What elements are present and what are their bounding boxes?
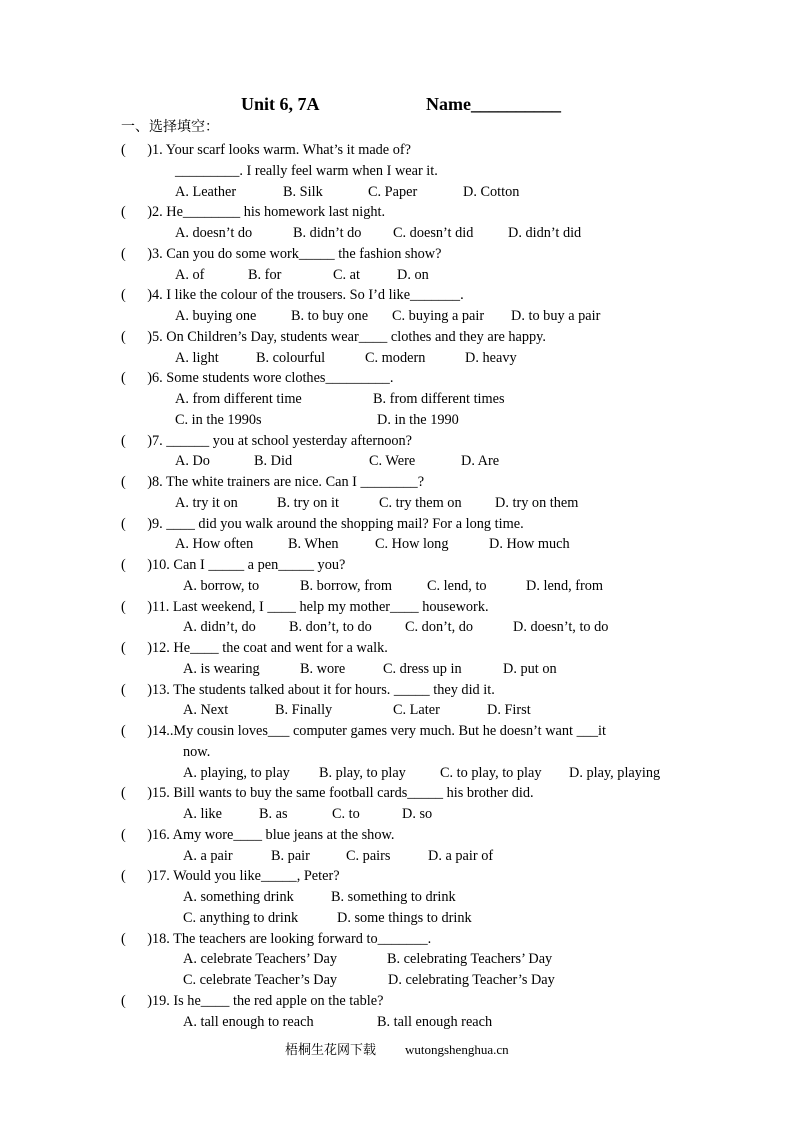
question-stem: ( )9. ____ did you walk around the shopping mail? For a long time.: [121, 516, 524, 532]
answer-option: A. something drink: [183, 889, 294, 905]
answer-option: A. celebrate Teachers’ Day: [183, 951, 338, 967]
answer-options: [0, 949, 793, 969]
answer-option: D. in the 1990: [377, 412, 459, 428]
answer-option: D. play, playing: [569, 765, 661, 781]
answer-option: D. lend, from: [526, 578, 604, 594]
answer-options: [0, 1012, 793, 1032]
question-stem: ( )6. Some students wore clothes_________.: [121, 370, 394, 386]
answer-option: A. like: [183, 806, 222, 822]
question-stem: ( )2. He________ his homework last night.: [121, 204, 386, 220]
answer-option: A. doesn’t do: [175, 225, 253, 241]
answer-options: [0, 306, 793, 326]
answer-option: A. playing, to play: [183, 765, 290, 781]
answer-option: D. doesn’t, to do: [513, 619, 609, 635]
section-title: 一、选择填空：: [121, 120, 219, 135]
answer-options: [0, 763, 793, 783]
answer-option: B. play, to play: [319, 765, 406, 781]
answer-option: C. Were: [369, 453, 416, 469]
answer-option: A. tall enough to reach: [183, 1014, 314, 1030]
answer-option: D. heavy: [465, 350, 517, 366]
answer-option: B. celebrating Teachers’ Day: [387, 951, 553, 967]
answer-option: B. something to drink: [331, 889, 456, 905]
question-stem: ( )13. The students talked about it for hours. _____ they did it.: [121, 682, 495, 698]
answer-option: D. How much: [489, 536, 570, 552]
answer-option: D. a pair of: [428, 848, 494, 864]
answer-option: D. Are: [461, 453, 500, 469]
page-title: [0, 94, 793, 118]
question-continuation: _________. I really feel warm when I wear it.: [175, 163, 438, 179]
answer-option: D. on: [397, 267, 429, 283]
answer-option: C. don’t, do: [405, 619, 474, 635]
answer-option: A. light: [175, 350, 219, 366]
answer-options: [0, 970, 793, 990]
question-stem: ( )15. Bill wants to buy the same football cards_____ his brother did.: [121, 785, 534, 801]
answer-options: [0, 659, 793, 679]
answer-option: B. to buy one: [291, 308, 369, 324]
question-stem: ( )10. Can I _____ a pen_____ you?: [121, 557, 346, 573]
answer-option: C. at: [333, 267, 361, 283]
question-stem: ( )4. I like the colour of the trousers. So I’d like_______.: [121, 287, 464, 303]
answer-options: [0, 389, 793, 409]
answer-options: [0, 534, 793, 554]
answer-options: [0, 451, 793, 471]
answer-option: B. borrow, from: [300, 578, 392, 594]
question-stem: ( )18. The teachers are looking forward to_______.: [121, 931, 432, 947]
answer-option: C. modern: [365, 350, 426, 366]
question-stem: ( )17. Would you like_____, Peter?: [121, 868, 340, 884]
answer-option: C. doesn’t did: [393, 225, 474, 241]
unit-title: Unit 6, 7A: [241, 94, 320, 114]
answer-option: B. wore: [300, 661, 346, 677]
answer-options: [0, 887, 793, 907]
answer-option: A. of: [175, 267, 205, 283]
answer-option: A. How often: [175, 536, 254, 552]
answer-option: B. Silk: [283, 184, 323, 200]
answer-option: A. borrow, to: [183, 578, 260, 594]
question-stem: ( )12. He____ the coat and went for a walk.: [121, 640, 388, 656]
answer-option: A. a pair: [183, 848, 233, 864]
answer-option: A. buying one: [175, 308, 257, 324]
name-field-label: Name__________: [426, 94, 561, 114]
answer-option: C. lend, to: [427, 578, 487, 594]
answer-option: B. don’t, to do: [289, 619, 372, 635]
answer-option: C. celebrate Teacher’s Day: [183, 972, 338, 988]
answer-option: C. How long: [375, 536, 449, 552]
answer-options: [0, 182, 793, 202]
answer-options: [0, 908, 793, 928]
answer-option: B. Did: [254, 453, 293, 469]
answer-option: C. in the 1990s: [175, 412, 262, 428]
answer-option: C. Later: [393, 702, 440, 718]
answer-option: D. try on them: [495, 495, 579, 511]
answer-option: D. so: [402, 806, 433, 822]
question-continuation: now.: [183, 744, 211, 760]
footer: [0, 1040, 793, 1060]
answer-options: [0, 223, 793, 243]
answer-option: A. Leather: [175, 184, 237, 200]
question-stem: ( )3. Can you do some work_____ the fashion show?: [121, 246, 442, 262]
answer-option: C. Paper: [368, 184, 418, 200]
answer-option: C. to play, to play: [440, 765, 542, 781]
answer-option: A. is wearing: [183, 661, 260, 677]
answer-option: C. buying a pair: [392, 308, 485, 324]
answer-option: C. anything to drink: [183, 910, 299, 926]
answer-option: C. pairs: [346, 848, 391, 864]
question-stem: ( )14..My cousin loves___ computer games very much. But he doesn’t want ___it: [121, 723, 606, 739]
answer-option: A. from different time: [175, 391, 302, 407]
answer-option: A. didn’t, do: [183, 619, 256, 635]
answer-options: [0, 493, 793, 513]
answer-option: A. Do: [175, 453, 210, 469]
question-stem: ( )8. The white trainers are nice. Can I ________?: [121, 474, 425, 490]
answer-option: D. celebrating Teacher’s Day: [388, 972, 555, 988]
answer-options: [0, 700, 793, 720]
answer-option: C. try them on: [379, 495, 462, 511]
question-stem: ( )1. Your scarf looks warm. What’s it made of?: [121, 142, 411, 158]
answer-options: [0, 576, 793, 596]
question-stem: ( )11. Last weekend, I ____ help my mother____ housework.: [121, 599, 489, 615]
answer-option: B. from different times: [373, 391, 505, 407]
answer-options: [0, 804, 793, 824]
answer-options: [0, 846, 793, 866]
answer-options: [0, 410, 793, 430]
footer-site-url: wutongshenghua.cn: [405, 1042, 509, 1057]
answer-option: A. try it on: [175, 495, 238, 511]
question-stem: ( )7. ______ you at school yesterday afternoon?: [121, 433, 413, 449]
answer-option: B. didn’t do: [293, 225, 362, 241]
answer-option: B. When: [288, 536, 339, 552]
answer-option: D. some things to drink: [337, 910, 472, 926]
answer-option: D. put on: [503, 661, 557, 677]
answer-option: B. pair: [271, 848, 310, 864]
answer-option: B. Finally: [275, 702, 333, 718]
question-stem: ( )5. On Children’s Day, students wear____ clothes and they are happy.: [121, 329, 546, 345]
answer-option: D. First: [487, 702, 531, 718]
answer-options: [0, 265, 793, 285]
answer-option: C. to: [332, 806, 360, 822]
question-stem: ( )16. Amy wore____ blue jeans at the show.: [121, 827, 395, 843]
answer-option: D. Cotton: [463, 184, 520, 200]
answer-option: D. to buy a pair: [511, 308, 601, 324]
answer-options: [0, 348, 793, 368]
answer-option: B. as: [259, 806, 288, 822]
answer-option: B. colourful: [256, 350, 326, 366]
question-stem: ( )19. Is he____ the red apple on the table?: [121, 993, 384, 1009]
answer-options: [0, 617, 793, 637]
answer-option: A. Next: [183, 702, 229, 718]
footer-site-name: 梧桐生花网下载: [285, 1042, 377, 1057]
answer-option: B. for: [248, 267, 282, 283]
answer-option: B. try on it: [277, 495, 339, 511]
answer-option: C. dress up in: [383, 661, 462, 677]
answer-option: D. didn’t did: [508, 225, 582, 241]
answer-option: B. tall enough reach: [377, 1014, 493, 1030]
